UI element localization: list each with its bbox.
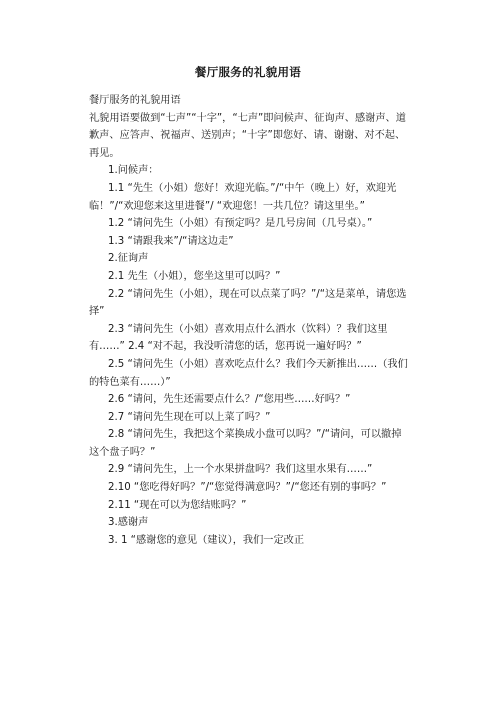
section-1-item-1: 1.1 “先生（小姐）您好！欢迎光临。”/“中午（晚上）好，欢迎光临！”/“欢迎您来这里进餐”/ “欢迎您！一共几位？请这里坐。” — [89, 182, 397, 212]
section-2-item-2: 2.2 “请问先生（小姐），现在可以点菜了吗？”/“这是菜单，请您选择” — [89, 288, 407, 318]
section-2-item-8: 2.8 “请问先生，我把这个菜换成小盘可以吗？”/“请问，可以撤掉这个盘子吗？” — [89, 429, 402, 458]
section-2-title: 2.征询声 — [108, 253, 149, 265]
document-title: 餐厅服务的礼貌用语 — [194, 65, 302, 79]
section-2-item-3: 2.3 “请问先生（小姐）喜欢用点什么酒水（饮料）？我们这里有……” 2.4 “对不起，我没听清您的话，您再说一遍好吗？” — [89, 323, 388, 353]
section-2-item-10: 2.10 “您吃得好吗？”/“您觉得满意吗？”/“您还有别的事吗？” — [108, 482, 387, 494]
section-2-item-1: 2.1 先生（小姐），您坐这里可以吗？” — [108, 270, 281, 282]
section-1-title: 1.问候声： — [108, 165, 159, 177]
intro-paragraph: 礼貌用语要做到“七声”“十字”，“七声”即问候声、征询声、感谢声、道歉声、应答声、祝福声、送别声；“十字”即您好、请、谢谢、对不起、再见。 — [89, 112, 406, 159]
section-2-item-9: 2.9 “请问先生，上一个水果拼盘吗？我们这里水果有……” — [108, 464, 373, 476]
section-2-item-5: 2.5 “请问先生（小姐）喜欢吃点什么？我们今天新推出……（我们的特色菜有……）” — [89, 358, 408, 388]
section-1-item-3: 1.3 “请跟我来”/“请这边走” — [108, 235, 234, 247]
section-2-item-11: 2.11 “现在可以为您结账吗？” — [108, 499, 247, 511]
section-1-item-2: 1.2 “请问先生（小姐）有预定吗？是几号房间（几号桌）。” — [108, 218, 373, 230]
section-2-item-7: 2.7 “请问先生现在可以上菜了吗？” — [108, 411, 271, 423]
subtitle: 餐厅服务的礼貌用语 — [89, 95, 181, 106]
document-body — [89, 92, 409, 549]
section-2-item-6: 2.6 “请问，先生还需要点什么？/“您用些……好吗？” — [108, 394, 351, 406]
section-3-title: 3.感谢声 — [108, 517, 149, 529]
section-3-item-1: 3. 1 “感谢您的意见（建议），我们一定改正 — [108, 534, 305, 546]
